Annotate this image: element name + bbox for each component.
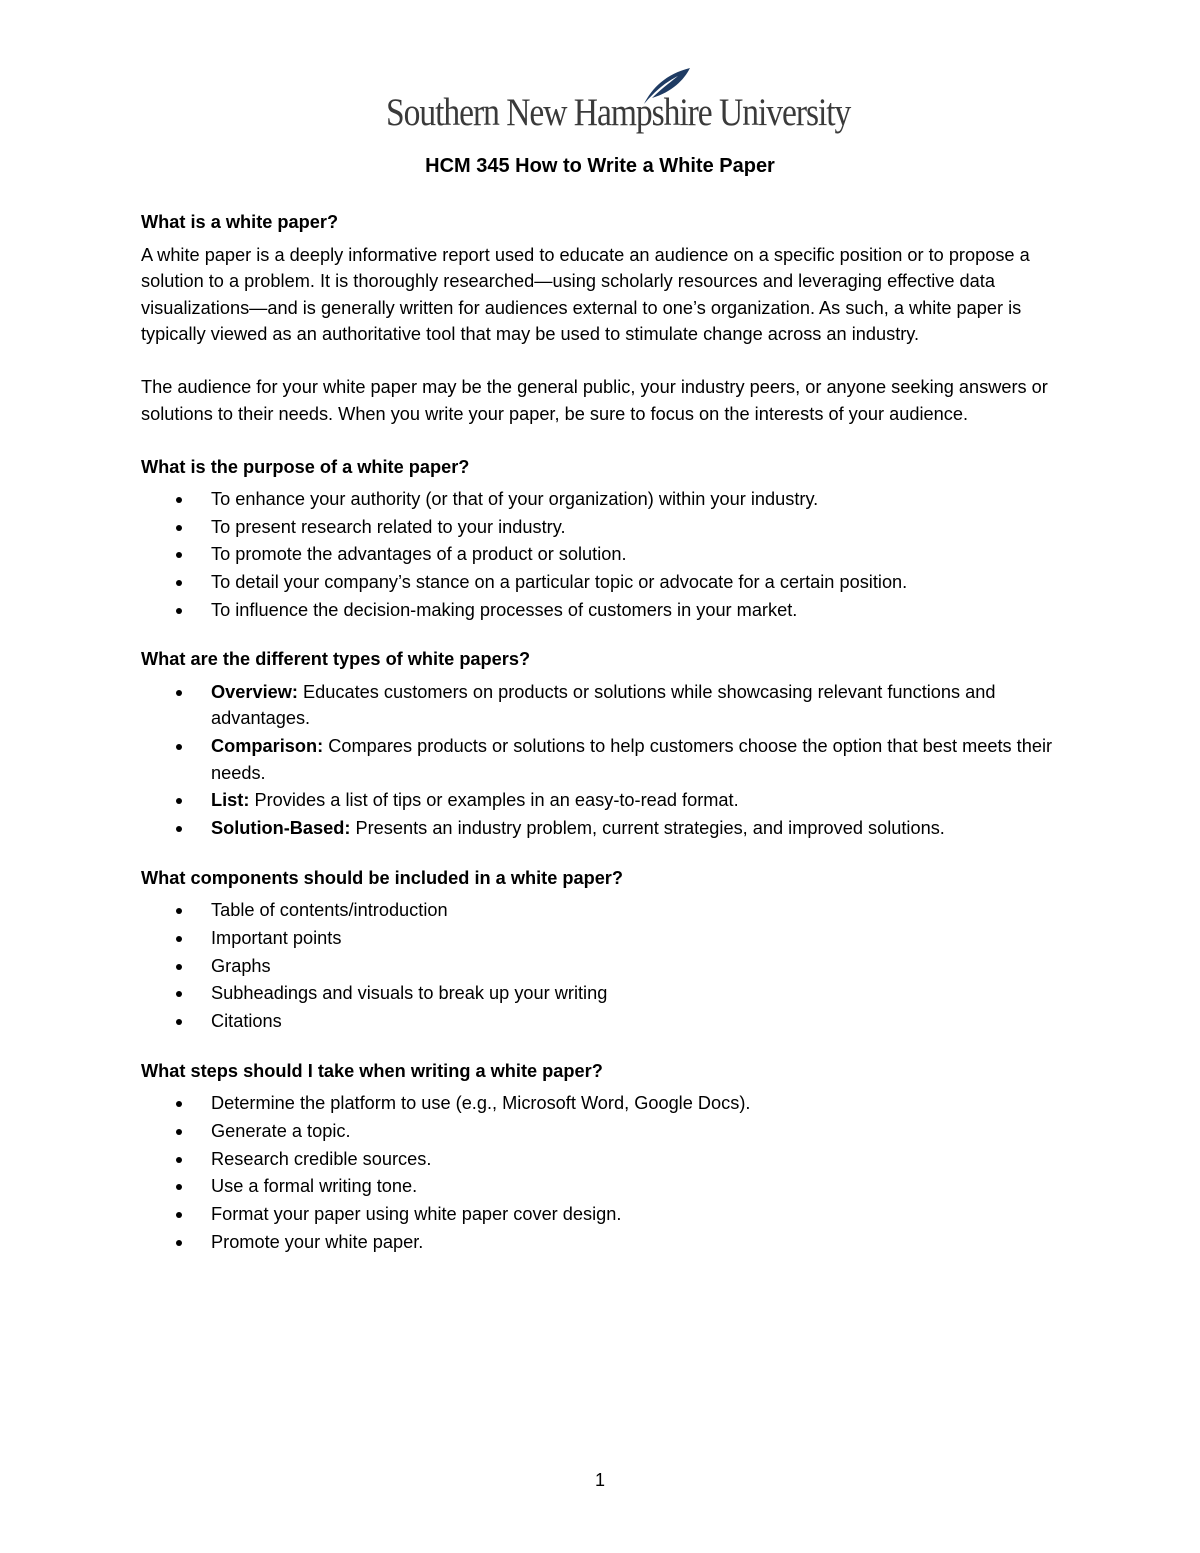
components-list	[141, 897, 1071, 1034]
logo-wordmark: Southern New Hampshire University	[386, 91, 851, 134]
paragraph: A white paper is a deeply informative report used to educate an audience on a specific position or to propose a solution to a problem. It is thoroughly researched—using scholarly resources and leveraging effective data visualizations—and is generally written for audiences external to one’s organization. As such, a white paper is typically viewed as an authoritative tool that may be used to stimulate change across an industry.	[141, 244, 1030, 344]
list-item: Use a formal writing tone.	[141, 1173, 1071, 1200]
list-item: To influence the decision-making processes of customers in your market.	[141, 597, 1071, 624]
list-item: Graphs	[141, 953, 1071, 980]
list-item: To present research related to your industry.	[141, 514, 1071, 541]
list-item: Generate a topic.	[141, 1118, 1071, 1145]
list-item: Research credible sources.	[141, 1146, 1071, 1173]
list-item: Promote your white paper.	[141, 1229, 1071, 1256]
list-item: Table of contents/introduction	[141, 897, 1071, 924]
bullet-icon	[176, 908, 182, 914]
section-heading: What is the purpose of a white paper?	[141, 456, 470, 477]
bullet-icon	[176, 744, 182, 750]
list-item: To enhance your authority (or that of your organization) within your industry.	[141, 486, 1071, 513]
section-components	[141, 865, 1071, 1035]
section-purpose	[141, 454, 1071, 624]
type-term: Comparison:	[211, 736, 324, 757]
type-description: Educates customers on products or solutions while showcasing relevant functions and advantages.	[211, 681, 996, 729]
list-item: Determine the platform to use (e.g., Microsoft Word, Google Docs).	[141, 1090, 1071, 1117]
list-item: To detail your company’s stance on a particular topic or advocate for a certain position.	[141, 569, 1071, 596]
bullet-icon	[176, 1019, 182, 1025]
list-item: Format your paper using white paper cover design.	[141, 1201, 1071, 1228]
list-item	[141, 815, 1071, 842]
section-heading: What components should be included in a white paper?	[141, 867, 623, 888]
paragraph: The audience for your white paper may be the general public, your industry peers, or anyone seeking answers or solutions to their needs. When you write your paper, be sure to focus on the interests of your audience.	[141, 377, 1048, 424]
document-title: HCM 345 How to Write a White Paper	[425, 155, 775, 177]
bullet-icon	[176, 826, 182, 832]
page-number: 1	[594, 1470, 605, 1490]
bullet-icon	[176, 1157, 182, 1163]
type-term: Overview:	[211, 681, 298, 702]
bullet-icon	[176, 798, 182, 804]
document-body	[141, 209, 1071, 1256]
bullet-icon	[176, 580, 182, 586]
bullet-icon	[176, 1184, 182, 1190]
list-item	[141, 787, 1071, 814]
list-item	[141, 679, 1071, 732]
type-description: Presents an industry problem, current strategies, and improved solutions.	[350, 818, 945, 838]
section-heading: What steps should I take when writing a white paper?	[141, 1060, 603, 1081]
type-description: Compares products or solutions to help customers choose the option that best meets their needs.	[211, 736, 1053, 783]
list-item: Subheadings and visuals to break up your writing	[141, 980, 1071, 1007]
section-heading: What is a white paper?	[141, 212, 339, 232]
steps-list	[141, 1090, 1071, 1255]
bullet-icon	[176, 608, 182, 614]
bullet-icon	[176, 936, 182, 942]
section-heading: What are the different types of white papers?	[141, 649, 531, 670]
bullet-icon	[176, 1240, 182, 1246]
type-term: List:	[211, 790, 250, 811]
list-item: To promote the advantages of a product or solution.	[141, 541, 1071, 568]
section-steps	[141, 1058, 1071, 1255]
bullet-icon	[176, 1129, 182, 1135]
bullet-icon	[176, 964, 182, 970]
section-what-is	[141, 209, 1071, 427]
bullet-icon	[176, 497, 182, 503]
bullet-icon	[176, 525, 182, 531]
bullet-icon	[176, 1212, 182, 1218]
bullet-icon	[176, 552, 182, 558]
type-term: Solution-Based:	[211, 818, 351, 838]
bullet-icon	[176, 991, 182, 997]
bullet-icon	[176, 690, 182, 696]
type-description: Provides a list of tips or examples in an easy-to-read format.	[249, 790, 739, 811]
types-list	[141, 679, 1071, 842]
list-item: Citations	[141, 1008, 1071, 1035]
list-item: Important points	[141, 925, 1071, 952]
bullet-icon	[176, 1101, 182, 1107]
section-types	[141, 646, 1071, 841]
purpose-list	[141, 486, 1071, 623]
list-item	[141, 733, 1071, 786]
university-logo	[386, 66, 851, 138]
